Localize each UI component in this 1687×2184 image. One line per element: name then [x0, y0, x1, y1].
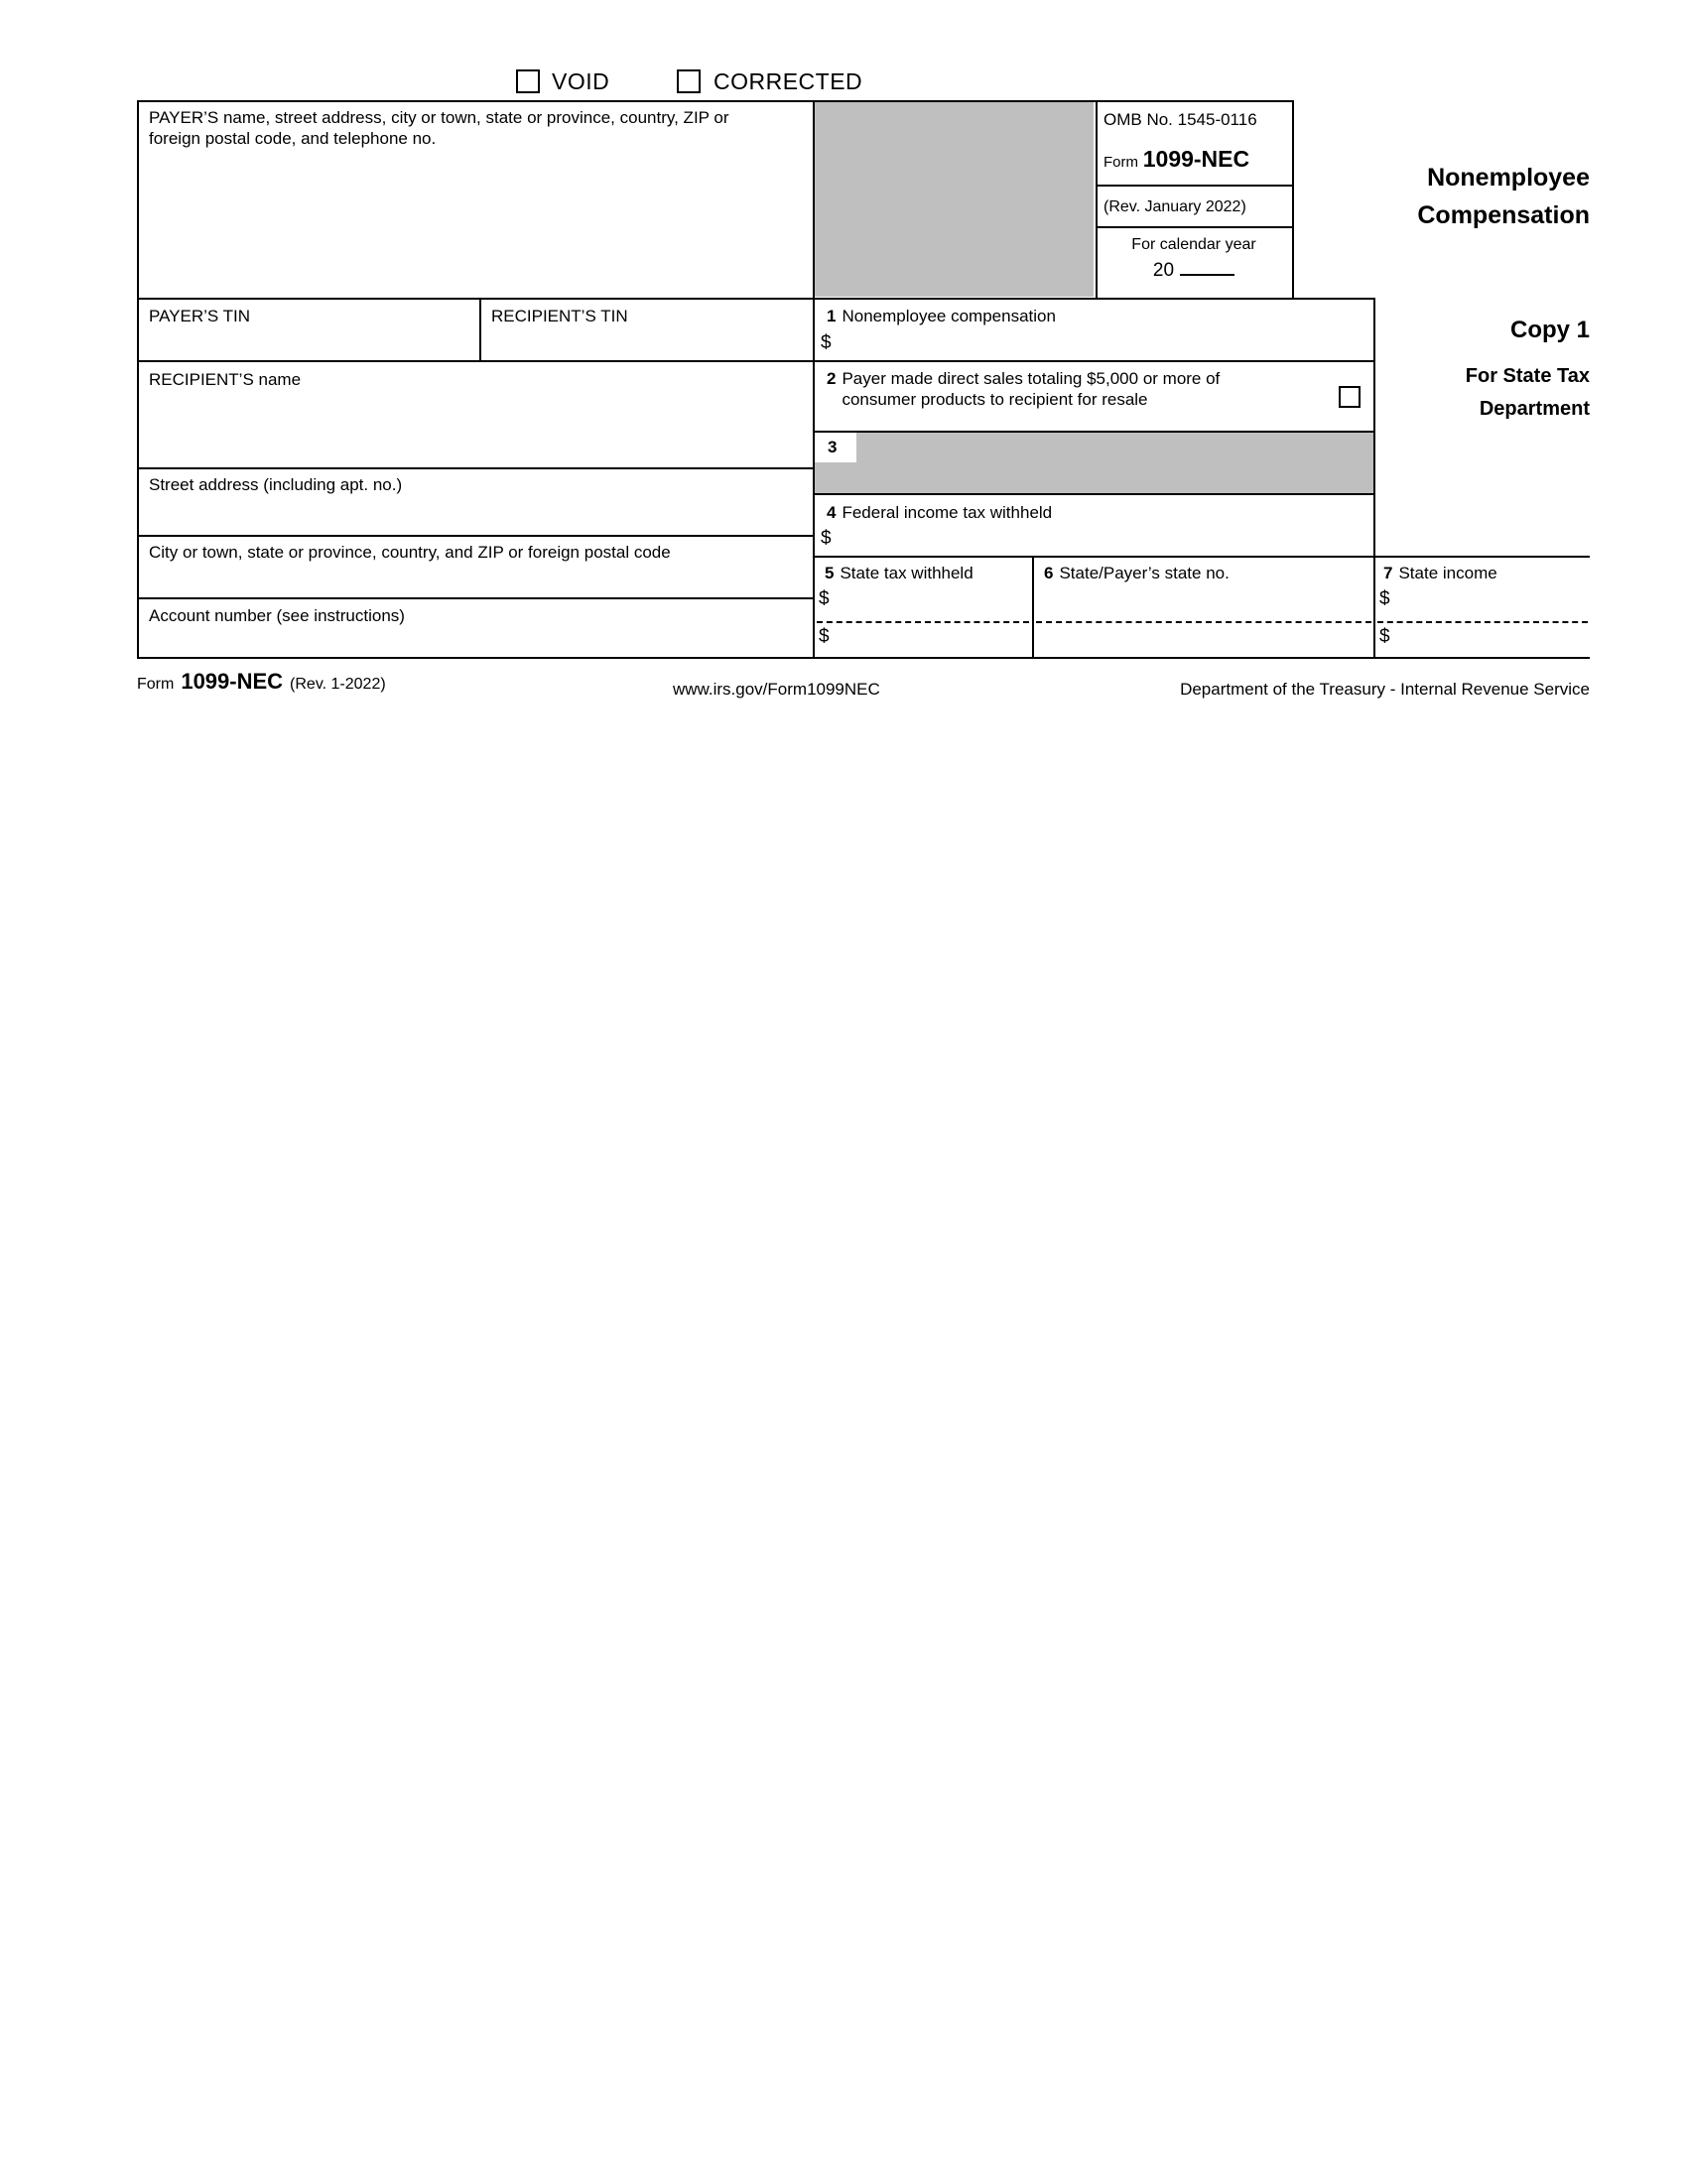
border-line: [137, 467, 815, 469]
border-line-bottom: [137, 657, 1590, 659]
year-prefix-label: 20: [1152, 260, 1175, 281]
corrected-label: CORRECTED: [714, 68, 863, 94]
payer-info-label: PAYER’S name, street address, city or town, state or province, country, ZIP or foreign postal code, and telephone no.: [149, 108, 729, 149]
border-line: [813, 493, 1375, 495]
box6-state-no-input-2[interactable]: [1042, 629, 1369, 655]
copy-for-line2: Department: [1479, 398, 1590, 420]
box3-number: 3: [828, 438, 838, 456]
calendar-year-row: [1098, 256, 1290, 283]
footer-url: www.irs.gov/Form1099NEC: [673, 680, 880, 699]
form-title-line1: Nonemployee: [1427, 164, 1590, 192]
box7-label: [1383, 563, 1588, 583]
box1-label-text: Nonemployee compensation: [842, 307, 1056, 325]
box4-amount-row: [821, 529, 1364, 553]
box5-amount-row-1: [819, 589, 1027, 613]
revision-label: (Rev. January 2022): [1103, 198, 1246, 215]
copy-for-block: [1389, 360, 1590, 426]
recipient-tin-input[interactable]: [491, 327, 799, 355]
box2-checkbox[interactable]: [1339, 386, 1361, 408]
box7-amount-input-2[interactable]: [1390, 627, 1586, 651]
border-line: [813, 556, 1590, 558]
form-word-label: Form: [1103, 154, 1138, 171]
recipient-tin-label: RECIPIENT’S TIN: [491, 307, 628, 325]
void-label: VOID: [552, 68, 610, 94]
street-address-input[interactable]: [149, 498, 794, 532]
footer-form-word: Form: [137, 676, 175, 693]
street-address-label: Street address (including apt. no.): [149, 475, 403, 494]
box4-dollar-sign: $: [821, 528, 832, 549]
box4-label: [827, 502, 1363, 523]
box5-amount-row-2: [819, 627, 1027, 651]
account-number-label: Account number (see instructions): [149, 606, 405, 625]
omb-box-right-line: [1292, 100, 1294, 300]
form-number-label: 1099-NEC: [1142, 146, 1250, 172]
box6-label: [1044, 563, 1365, 583]
box4-label-text: Federal income tax withheld: [842, 503, 1053, 522]
calendar-year-label: For calendar year: [1131, 236, 1256, 253]
box1-amount-row: [821, 333, 1364, 357]
form-title: [1310, 159, 1590, 234]
footer-form-number: 1099-NEC: [181, 669, 284, 694]
omb-number-label: OMB No. 1545-0116: [1103, 110, 1257, 129]
account-number-input[interactable]: [456, 603, 794, 653]
corrected-checkbox[interactable]: [677, 69, 701, 93]
box6-state-no-input-1[interactable]: [1042, 591, 1369, 617]
form-number-header: [1103, 145, 1288, 174]
year-blank-input[interactable]: [1180, 256, 1234, 276]
box2-number: 2: [827, 369, 837, 388]
payer-tin-input[interactable]: [149, 327, 466, 355]
box5-number: 5: [825, 564, 835, 582]
box7-dollar-sign-2: $: [1379, 626, 1390, 647]
box2-label-text: Payer made direct sales totaling $5,000 or more of consumer products to recipient for resale: [842, 369, 1221, 410]
box1-number: 1: [827, 307, 837, 325]
payer-tin-label: PAYER’S TIN: [149, 307, 251, 325]
tin-divider-line: [479, 298, 481, 362]
box1-amount-input[interactable]: [832, 333, 1364, 357]
center-divider-line: [813, 100, 815, 659]
border-line-top: [137, 100, 1294, 102]
border-line: [137, 597, 815, 599]
border-line-left: [137, 100, 139, 659]
box3-shaded-area: [815, 433, 1373, 493]
box5-dashed-divider: [817, 621, 1029, 623]
box6-dashed-divider: [1036, 621, 1371, 623]
border-line: [137, 298, 1375, 300]
city-label: City or town, state or province, country, and ZIP or foreign postal code: [149, 543, 671, 562]
box1-label: [827, 306, 1363, 326]
recipient-name-label: RECIPIENT’S name: [149, 370, 302, 389]
recipient-name-input[interactable]: [149, 393, 794, 458]
border-line: [813, 431, 1375, 433]
footer-revision: (Rev. 1-2022): [290, 676, 386, 693]
right-divider-line: [1373, 298, 1375, 659]
copy-designation: Copy 1: [1509, 317, 1590, 343]
form-title-line2: Compensation: [1417, 201, 1590, 229]
box5-dollar-sign-2: $: [819, 626, 830, 647]
box7-number: 7: [1383, 564, 1393, 582]
box5-dollar-sign-1: $: [819, 588, 830, 609]
copy-for-line1: For State Tax: [1465, 365, 1590, 387]
box7-amount-row-2: [1379, 627, 1586, 651]
omb-divider-line: [1096, 226, 1294, 228]
box6-number: 6: [1044, 564, 1054, 582]
box7-label-text: State income: [1398, 564, 1497, 582]
box7-amount-row-1: [1379, 589, 1586, 613]
box5-box6-divider-line: [1032, 556, 1034, 659]
box7-dashed-divider: [1377, 621, 1588, 623]
box7-dollar-sign-1: $: [1379, 588, 1390, 609]
border-line: [137, 360, 1375, 362]
box5-label: [825, 563, 1025, 583]
box4-amount-input[interactable]: [832, 529, 1364, 553]
box1-dollar-sign: $: [821, 332, 832, 353]
box5-amount-input-1[interactable]: [830, 589, 1027, 613]
city-input[interactable]: [149, 566, 794, 593]
footer-form-id: [137, 669, 386, 695]
box7-amount-input-1[interactable]: [1390, 589, 1586, 613]
border-line: [137, 535, 815, 537]
void-checkbox[interactable]: [516, 69, 540, 93]
box6-label-text: State/Payer’s state no.: [1059, 564, 1230, 582]
footer-department: Department of the Treasury - Internal Revenue Service: [1180, 680, 1590, 699]
box5-label-text: State tax withheld: [840, 564, 973, 582]
omb-divider-line: [1096, 185, 1294, 187]
top-shaded-area: [815, 102, 1094, 297]
payer-info-input[interactable]: [149, 159, 794, 290]
box5-amount-input-2[interactable]: [830, 627, 1027, 651]
box4-number: 4: [827, 503, 837, 522]
box2-label: [827, 368, 1328, 411]
